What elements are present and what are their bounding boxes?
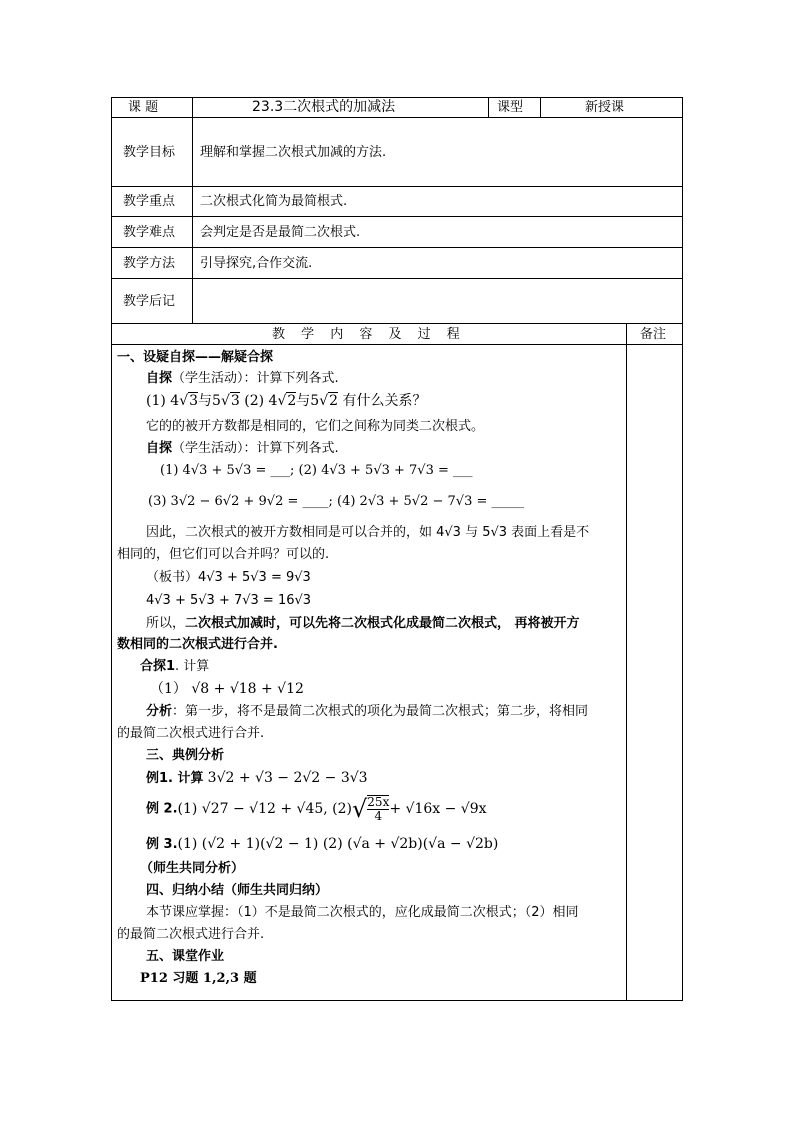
topic-label: 课 题 <box>128 100 159 115</box>
rule-line-2: 数相同的二次根式进行合并. <box>117 637 278 652</box>
method-value: 引导探究,合作交流. <box>200 256 313 271</box>
homework: P12 习题 1,2,3 题 <box>140 971 257 986</box>
joint-explore-1-text: . 计算 <box>175 659 210 674</box>
table-rule <box>111 117 683 118</box>
analysis-line-1 <box>146 705 588 718</box>
example-1-expression: 3√2 + √3 − 2√2 − 3√3 <box>207 770 368 786</box>
notes-label: 教学后记 <box>123 294 176 309</box>
example-2-label: 例 2. <box>146 801 178 817</box>
therefore-line-2: 相同的，但它们可以合并吗？可以的. <box>117 547 330 562</box>
self-explore-1-text: （学生活动）：计算下列各式. <box>172 371 339 386</box>
joint-explore-1 <box>140 660 209 673</box>
joint-explore-expression: （1） √8 + √18 + √12 <box>150 681 304 697</box>
key-point-value: 二次根式化简为最简根式. <box>200 194 348 209</box>
joint-analysis: （师生共同分析） <box>140 861 245 876</box>
table-rule <box>111 247 683 248</box>
sqrt-icon: √ <box>179 393 189 409</box>
question-1 <box>146 394 427 408</box>
self-explore-1 <box>146 372 339 385</box>
type-label: 课型 <box>497 100 524 115</box>
table-rule <box>111 278 683 279</box>
sqrt-icon: √ <box>220 393 230 409</box>
joint-explore-1-label: 合探1 <box>140 659 176 674</box>
therefore-line-1: 因此，二次根式的被开方数相同是可以合并的，如 4√3 与 5√3 表面上看是不 <box>146 525 590 540</box>
board-line-1: （板书）4√3 + 5√3 = 9√3 <box>146 570 311 585</box>
table-border-left <box>111 97 112 1001</box>
fraction-numerator: 25x <box>367 795 390 809</box>
method-label: 教学方法 <box>123 256 176 271</box>
radicand: 3 <box>189 393 199 409</box>
radicand: 2 <box>287 393 297 409</box>
example-2-fraction <box>367 795 389 823</box>
sqrt-icon: √ <box>319 393 329 409</box>
rule-prefix: 所以， <box>146 616 186 631</box>
self-explore-2-label: 自探 <box>146 441 173 456</box>
remarks-label: 备注 <box>640 327 667 342</box>
remarks-column-divider <box>626 323 627 1001</box>
topic-value: 23.3二次根式的加减法 <box>252 99 396 115</box>
board-line-2: 4√3 + 5√3 + 7√3 = 16√3 <box>146 593 312 608</box>
type-value: 新授课 <box>585 100 625 115</box>
example-1-label: 例1. 计算 <box>146 771 204 786</box>
example-3 <box>146 837 498 851</box>
example-1 <box>146 771 368 785</box>
table-border-bottom <box>111 1000 683 1001</box>
section-3-title: 三、典例分析 <box>146 748 225 763</box>
process-title: 教 学 内 容 及 过 程 <box>272 327 466 342</box>
exercise-line-1: (1) 4√3 + 5√3 = ___; (2) 4√3 + 5√3 + 7√3 = ___ <box>160 463 473 478</box>
table-rule <box>111 344 683 345</box>
same-class-note: 它的的被开方数都是相同的，它们之间称为同类二次根式。 <box>146 419 485 434</box>
table-rule <box>111 186 683 187</box>
self-explore-2 <box>146 442 339 455</box>
table-border-top <box>111 97 683 98</box>
self-explore-2-text: （学生活动）：计算下列各式. <box>172 441 339 456</box>
exercise-line-2: (3) 3√2 − 6√2 + 9√2 = ____; (4) 2√3 + 5√2 − 7√3 = _____ <box>148 494 525 509</box>
rule-bold-1: 二次根式加减时，可以先将二次根式化成最简二次根式， 再将被开方 <box>185 616 580 631</box>
difficulty-label: 教学难点 <box>123 225 176 240</box>
example-3-label: 例 3. <box>146 837 178 852</box>
table-rule <box>111 216 683 217</box>
section-1-title: 一、设疑自探——解疑合探 <box>117 350 274 365</box>
radicand: 2 <box>329 393 339 409</box>
summary-line-2: 的最简二次根式进行合并. <box>117 927 265 942</box>
analysis-label: 分析 <box>146 704 173 719</box>
example-3-expression: (1) (√2 + 1)(√2 − 1) (2) (√a + √2b)(√a − √2b) <box>177 836 499 852</box>
difficulty-value: 会判定是否是最简二次根式. <box>200 225 361 240</box>
example-2 <box>146 795 487 823</box>
sqrt-icon: √ <box>277 393 287 409</box>
example-2-expression-b: + √16x − √9x <box>389 801 487 818</box>
question-1-part: (1) 4 <box>146 393 180 409</box>
key-point-label: 教学重点 <box>123 194 176 209</box>
section-5-title: 五、课堂作业 <box>146 949 225 964</box>
sqrt-icon: √ <box>352 795 368 824</box>
question-1-part: 有什么关系？ <box>338 393 427 409</box>
self-explore-1-label: 自探 <box>146 371 173 386</box>
analysis-line-2: 的最简二次根式进行合并. <box>117 726 265 741</box>
rule-line-1 <box>146 617 580 630</box>
fraction-denominator: 4 <box>374 809 383 824</box>
table-column-divider <box>192 97 193 324</box>
table-column-divider <box>488 97 489 118</box>
section-4-title: 四、归纳小结（师生共同归纳） <box>146 883 329 898</box>
summary-line-1: 本节课应掌握：（1）不是最简二次根式的，应化成最简二次根式；（2）相同 <box>146 905 579 920</box>
question-1-part: 与5 <box>198 393 221 409</box>
table-column-divider <box>540 97 541 118</box>
table-border-right <box>682 97 683 1001</box>
example-2-expression-a: (1) √27 − √12 + √45, (2) <box>177 801 352 818</box>
question-1-part: 与5 <box>296 393 320 409</box>
goal-label: 教学目标 <box>123 145 176 160</box>
table-rule <box>111 323 683 324</box>
analysis-text: ：第一步，将不是最简二次根式的项化为最简二次根式；第二步，将相同 <box>172 704 589 719</box>
question-1-part: (2) 4 <box>239 393 278 409</box>
radicand: 3 <box>230 393 240 409</box>
goal-value: 理解和掌握二次根式加减的方法. <box>200 145 387 160</box>
